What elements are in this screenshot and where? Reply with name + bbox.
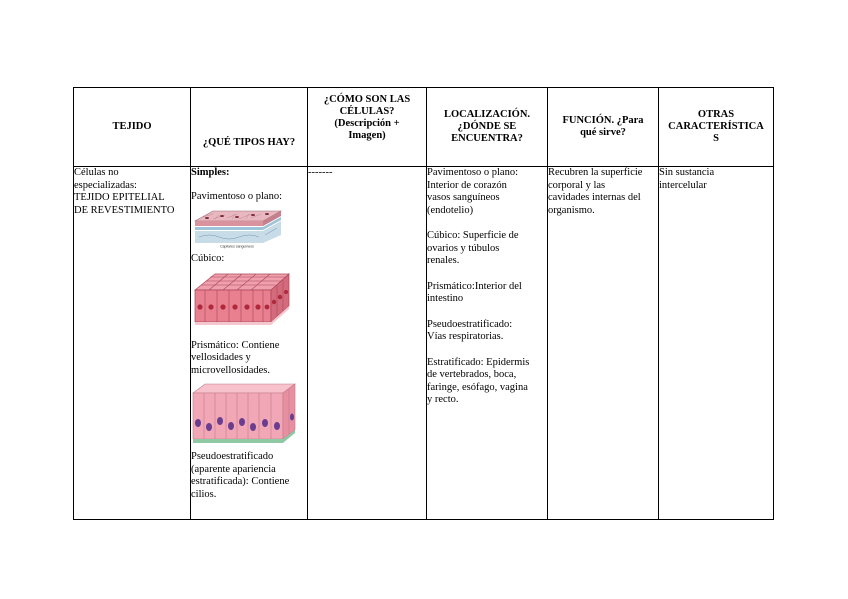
header-otras: OTRAS CARACTERÍSTICA S xyxy=(659,88,774,167)
header-tipos: ¿QUÉ TIPOS HAY? xyxy=(191,88,308,167)
cell-otras: Sin sustancia intercelular xyxy=(659,167,774,520)
header-como: ¿CÓMO SON LAS CÉLULAS? (Descripción + Imagen) xyxy=(308,88,427,167)
loc-cubico: Cúbico: Superficie de ovarios y túbulos renales. xyxy=(427,230,519,266)
simples-label: Simples: xyxy=(191,167,230,178)
cell-como xyxy=(308,167,427,520)
epithelial-tissue-table xyxy=(73,87,774,520)
cell-localizacion xyxy=(427,167,548,520)
squamous-image-caption: Capilares sanguíneos xyxy=(220,244,254,249)
cell-tipos: Simples: Pavimentoso o plano: Capilares sanguíneos Cúbico: Prismático: Contiene vellosidades y microvellosidades. Pseudoestratificado (aparente apariencia estratificada): Contiene cilios. xyxy=(191,167,308,520)
header-funcion: FUNCIÓN. ¿Para qué sirve? xyxy=(548,88,659,167)
loc-estratificado: Estratificado: Epidermis de vertebrados, boca, faringe, esófago, vagina y recto. xyxy=(427,356,530,405)
columnar-epithelium-image xyxy=(191,381,297,447)
como-placeholder: ------- xyxy=(308,167,333,178)
loc-pseudoestratificado: Pseudoestratificado: Vías respiratorias. xyxy=(427,318,513,342)
loc-pavimentoso: Pavimentoso o plano: Interior de corazón vasos sanguíneos (endotelio) xyxy=(427,167,518,216)
cell-tejido: Células no especializadas: TEJIDO EPITELIAL DE REVESTIMIENTO xyxy=(74,167,191,520)
squamous-epithelium-image xyxy=(191,207,283,249)
header-row xyxy=(74,88,774,167)
header-localizacion: LOCALIZACIÓN. ¿DÓNDE SE ENCUENTRA? xyxy=(427,88,548,167)
cuboidal-epithelium-image xyxy=(191,270,291,332)
content-row xyxy=(74,167,774,520)
cell-funcion: Recubren la superficie corporal y las cavidades internas del organismo. xyxy=(548,167,659,520)
cubico-label: Cúbico: xyxy=(191,253,225,264)
pavimentoso-label: Pavimentoso o plano: xyxy=(191,190,282,202)
loc-prismatico: Prismático:Interior del intestino xyxy=(427,280,522,304)
header-tejido: TEJIDO xyxy=(74,88,191,167)
